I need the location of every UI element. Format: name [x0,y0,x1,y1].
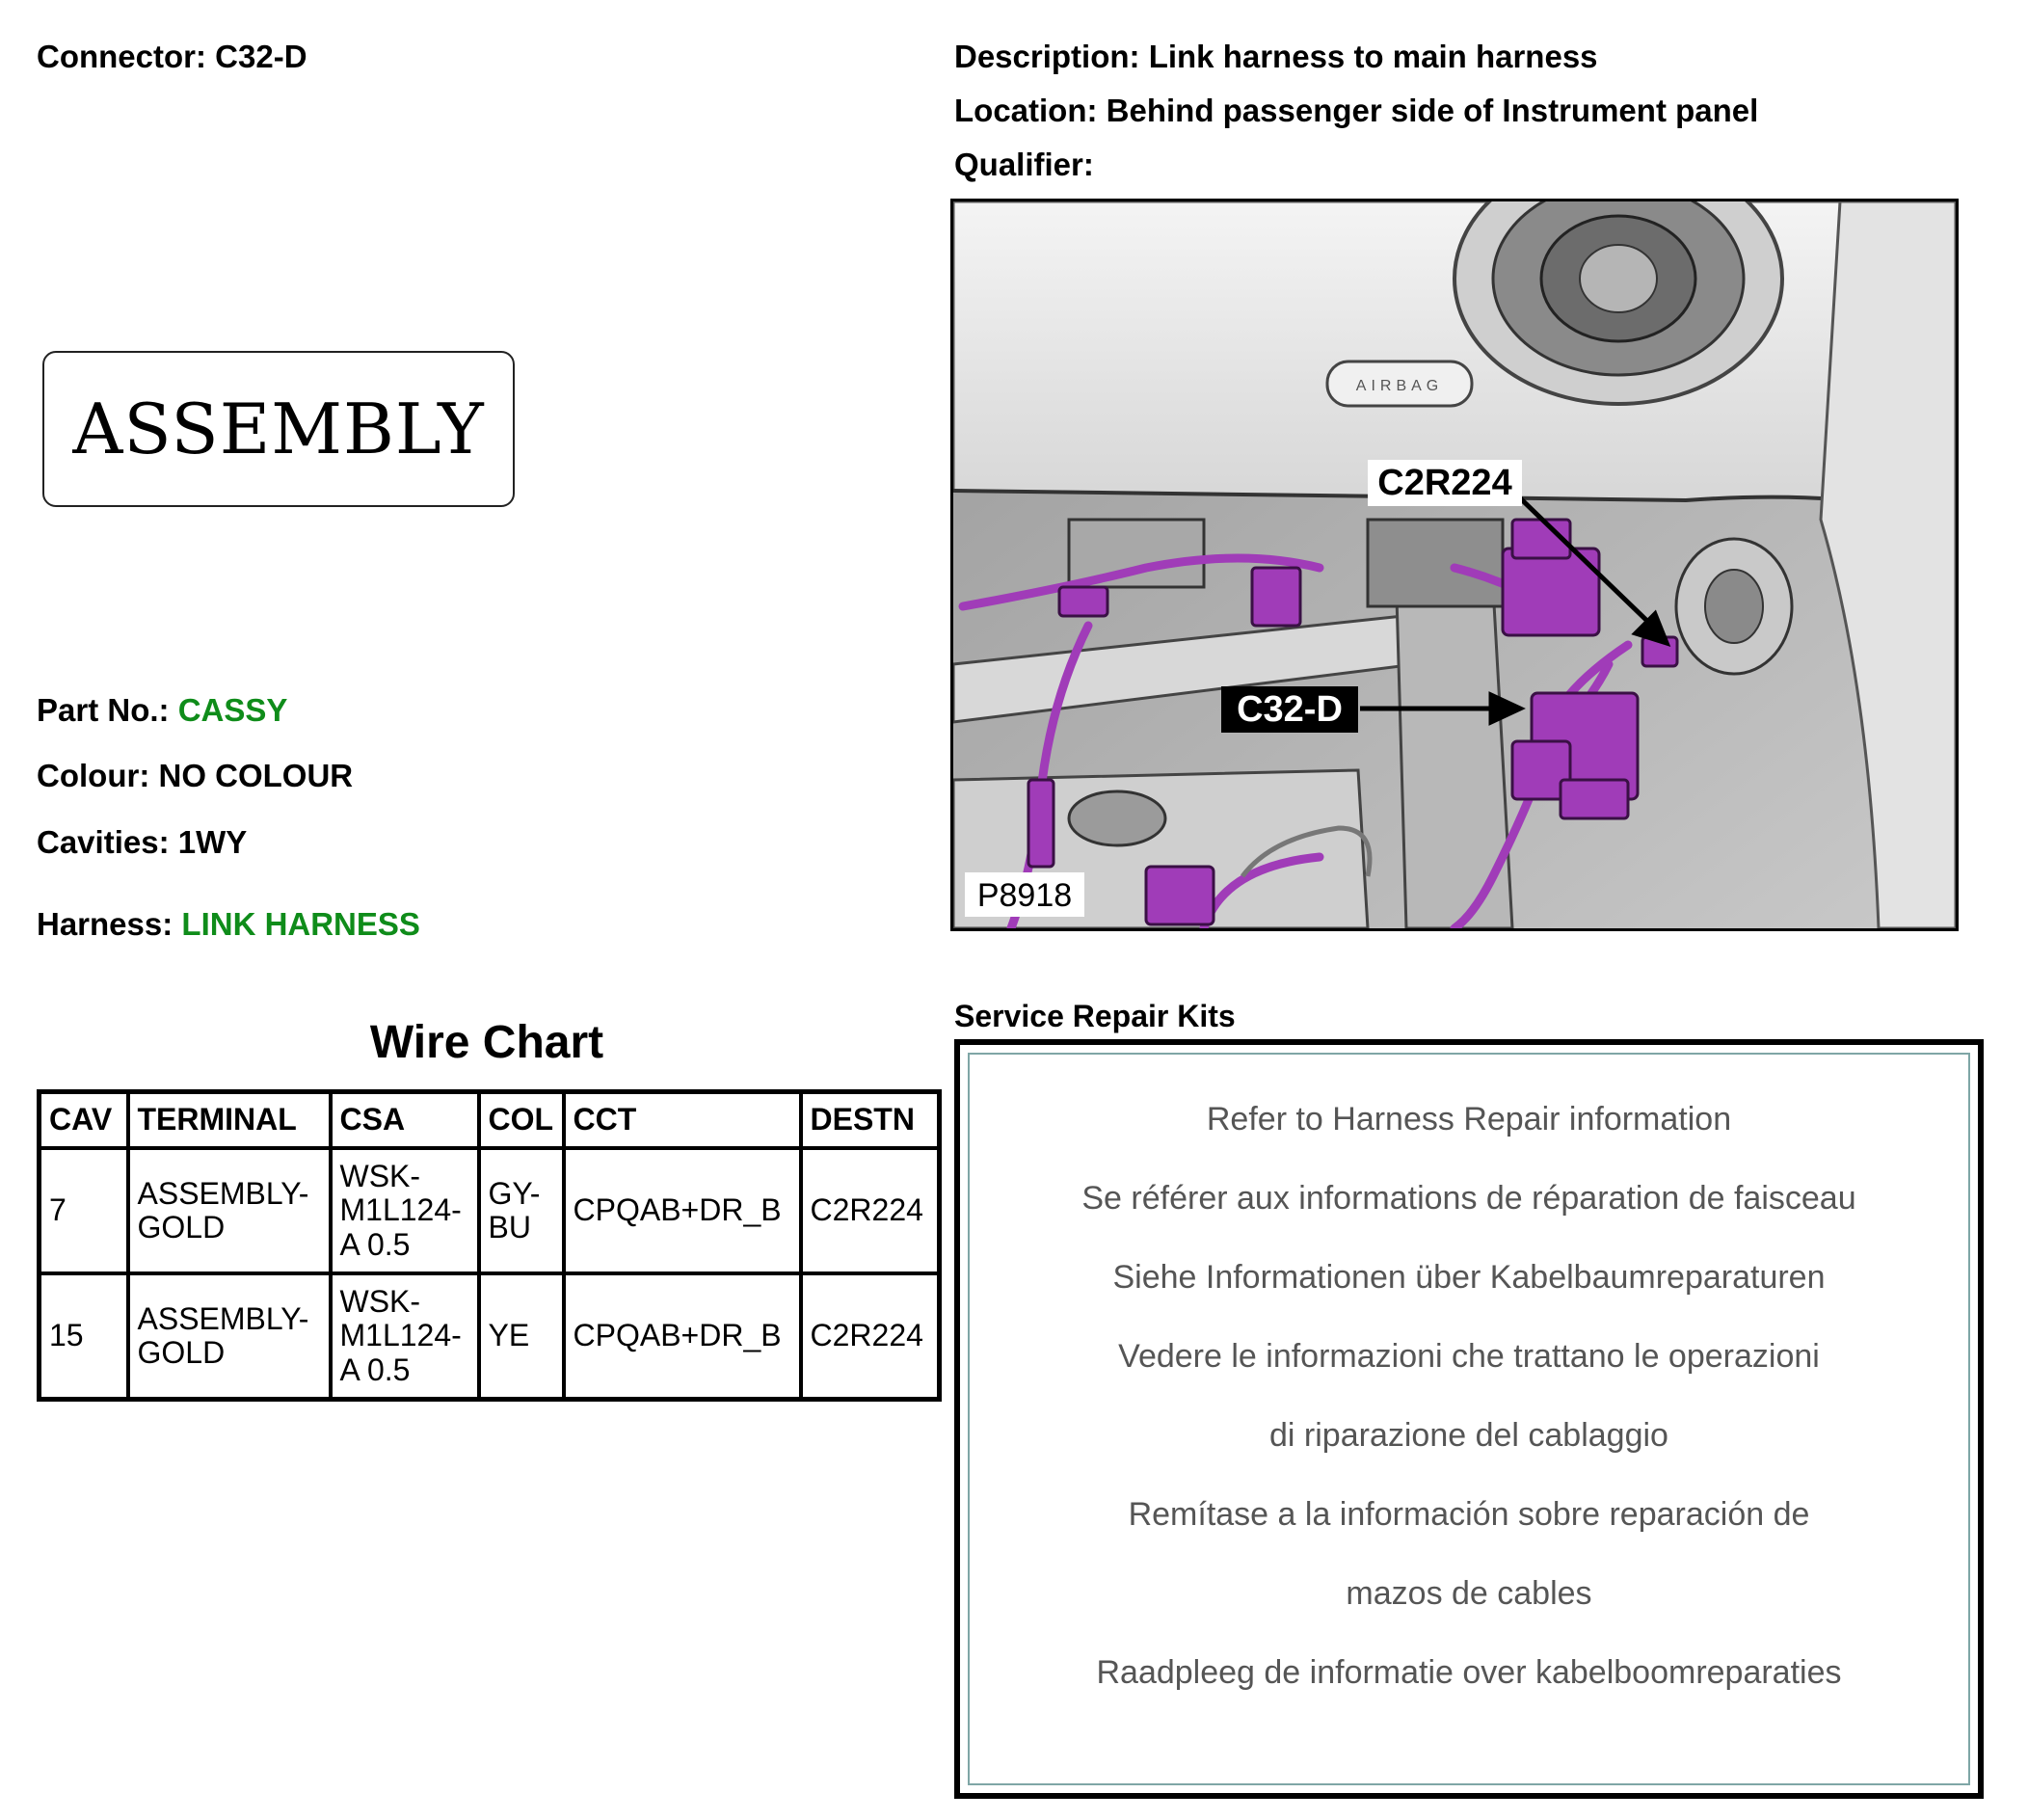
header-csa: CSA [331,1092,479,1149]
service-repair-kits-title: Service Repair Kits [954,999,1236,1033]
airbag-label: AIRBAG [1355,378,1444,394]
col-line: YE [488,1318,530,1353]
service-repair-kits-inner [968,1053,1970,1785]
cell-csa [331,1273,479,1400]
c32d-callout: C32-D [1237,689,1343,730]
cavities-label: Cavities: [37,824,170,860]
wire-chart-table [37,1089,942,1402]
connector-value: C32-D [215,39,307,74]
cell-terminal [128,1148,331,1273]
cell-col [479,1273,564,1400]
qualifier-label: Qualifier: [954,147,1094,182]
service-repair-kits-box [954,1039,1984,1799]
table-row [40,1273,940,1400]
connector-label: Connector: [37,39,206,74]
description-label: Description: [954,39,1140,74]
repair-line-it-2: di riparazione del cablaggio [1269,1417,1668,1454]
cell-cct: CPQAB+DR_B [564,1148,801,1273]
location-label: Location: [954,93,1098,128]
cell-cct: CPQAB+DR_B [564,1273,801,1400]
repair-line-de: Siehe Informationen über Kabelbaumreparaturen [1112,1259,1826,1296]
assembly-text: ASSEMBLY [72,388,485,469]
harness-field [37,908,420,940]
cell-terminal [128,1273,331,1400]
ref-code: P8918 [976,877,1073,914]
header-cav: CAV [40,1092,128,1149]
colour-label: Colour: [37,758,150,793]
cell-col [479,1148,564,1273]
harness-label: Harness: [37,906,173,942]
connector-location-photo [950,199,1959,931]
csa-line: A 0.5 [339,1352,411,1387]
repair-line-es-2: mazos de cables [1346,1575,1592,1612]
colour-field [37,760,353,791]
connector-field [37,40,307,72]
c2r224-callout: C2R224 [1377,463,1512,503]
header-col: COL [479,1092,564,1149]
cell-csa [331,1148,479,1273]
description-value: Link harness to main harness [1148,39,1598,74]
colour-value: NO COLOUR [158,758,354,793]
assembly-label-box [42,351,515,507]
part-no-value[interactable]: CASSY [177,692,288,728]
part-no-field [37,694,287,726]
location-value: Behind passenger side of Instrument panel [1106,93,1759,128]
header-destn: DESTN [801,1092,940,1149]
cell-cav: 7 [40,1148,128,1273]
terminal-line: GOLD [137,1335,226,1370]
table-row [40,1148,940,1273]
wire-chart-title: Wire Chart [369,1017,604,1068]
col-line: GY- [488,1175,541,1211]
repair-line-es-1: Remítase a la información sobre reparación de [1128,1496,1810,1533]
csa-line: M1L124- [339,1318,462,1353]
repair-line-it-1: Vedere le informazioni che trattano le operazioni [1118,1338,1820,1375]
csa-line: WSK- [339,1159,421,1194]
repair-line-nl: Raadpleeg de informatie over kabelboomreparaties [1096,1654,1842,1691]
header-terminal: TERMINAL [128,1092,331,1149]
part-no-label: Part No.: [37,692,170,728]
csa-line: WSK- [339,1284,421,1320]
terminal-line: ASSEMBLY- [137,1175,309,1211]
cell-cav: 15 [40,1273,128,1400]
terminal-line: ASSEMBLY- [137,1300,309,1336]
csa-line: A 0.5 [339,1226,411,1262]
wire-chart-header-row [40,1092,940,1149]
cell-destn: C2R224 [801,1148,940,1273]
cavities-value: 1WY [177,824,248,860]
qualifier-field [954,148,1094,180]
cell-destn: C2R224 [801,1273,940,1400]
repair-line-fr: Se référer aux informations de réparation de faisceau [1081,1180,1856,1217]
cavities-field [37,826,247,858]
harness-value[interactable]: LINK HARNESS [181,906,420,942]
csa-line: M1L124- [339,1192,462,1228]
terminal-line: GOLD [137,1210,226,1245]
photo-illustration [953,201,1956,928]
location-field [954,94,1758,126]
header-cct: CCT [564,1092,801,1149]
repair-line-en: Refer to Harness Repair information [1206,1101,1732,1138]
col-line: BU [488,1210,531,1245]
description-field [954,40,1598,72]
